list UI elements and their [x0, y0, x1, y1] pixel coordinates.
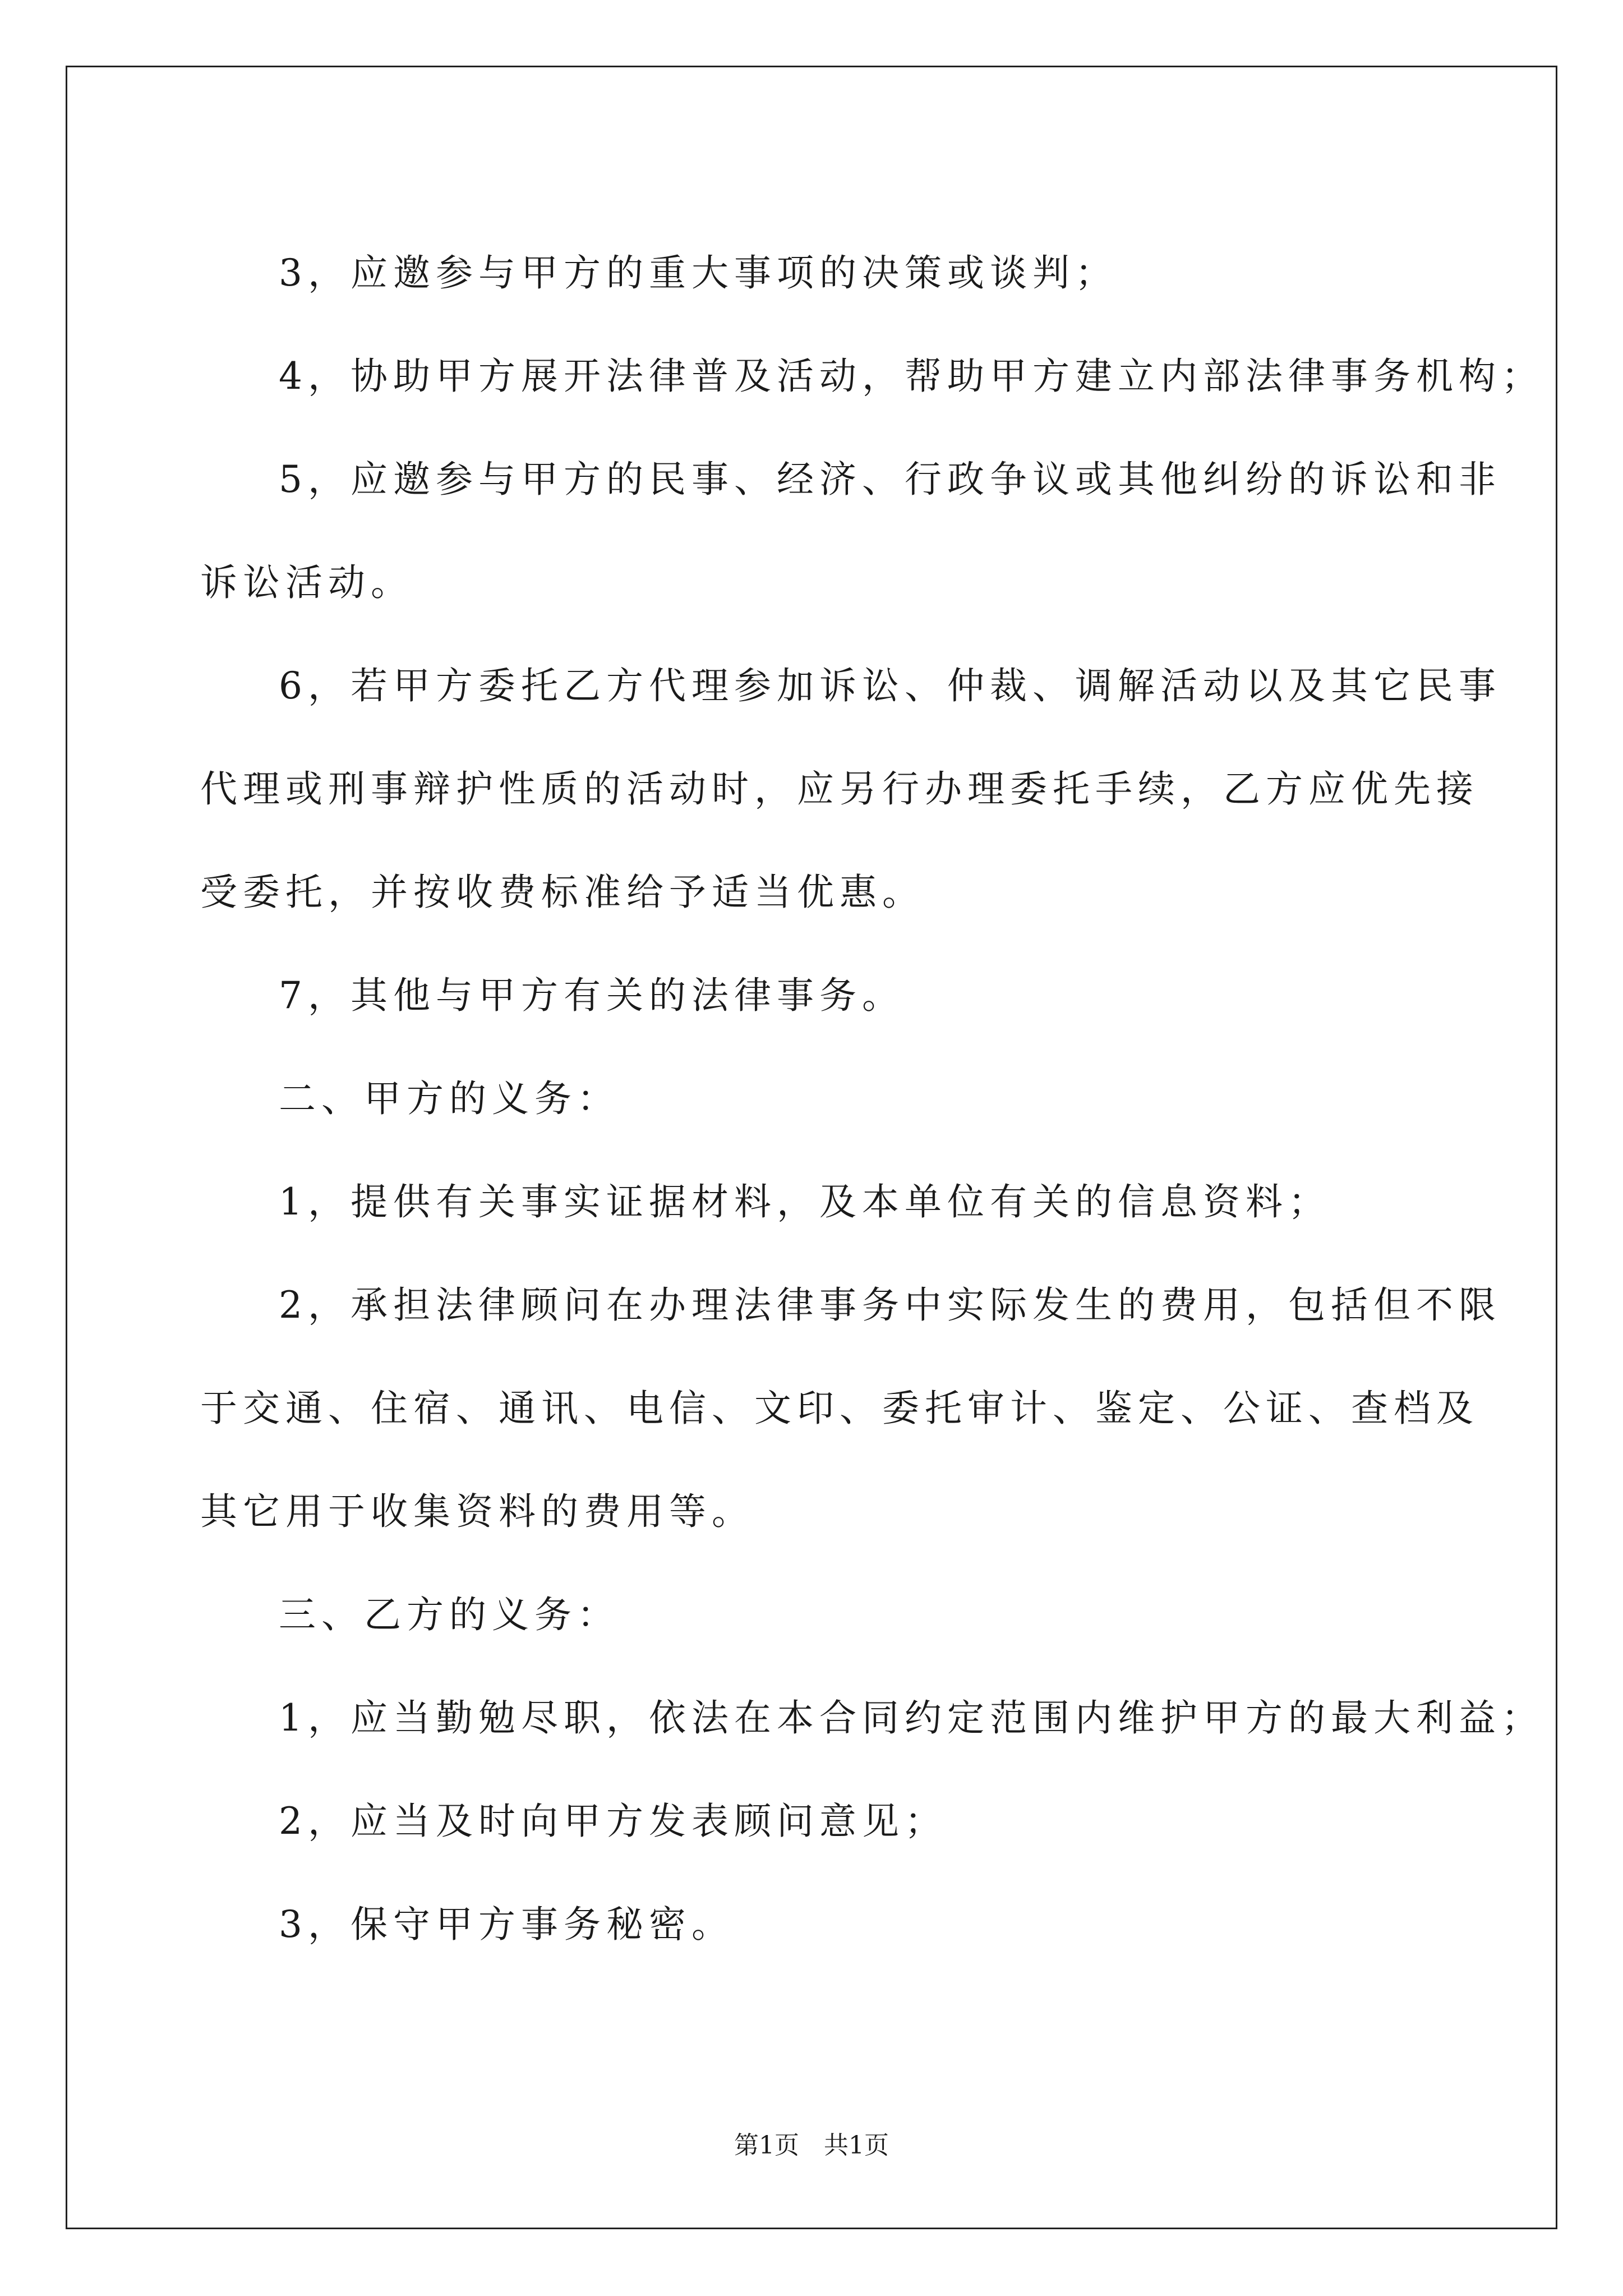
clause-6-line-2: 代理或刑事辩护性质的活动时，应另行办理委托手续，乙方应优先接: [200, 767, 1479, 811]
section-heading-party-a-duties: 二、甲方的义务：: [279, 1077, 620, 1120]
party-b-duty-3-line: 3，保守甲方事务秘密。: [279, 1903, 734, 1946]
clause-6-line-1: 6，若甲方委托乙方代理参加诉讼、仲裁、调解活动以及其它民事: [279, 664, 1501, 707]
clause-5-line-1: 5，应邀参与甲方的民事、经济、行政争议或其他纠纷的诉讼和非: [279, 458, 1501, 501]
party-a-duty-2-line-3: 其它用于收集资料的费用等。: [200, 1490, 754, 1533]
party-b-duty-1-line: 1，应当勤勉尽职，依法在本合同约定范围内维护甲方的最大利益；: [279, 1696, 1544, 1740]
document-body: [200, 222, 1544, 1976]
clause-6-line-3: 受委托，并按收费标准给予适当优惠。: [200, 871, 925, 914]
party-a-duty-2-line-2: 于交通、住宿、通讯、电信、文印、委托审计、鉴定、公证、查档及: [200, 1387, 1479, 1430]
section-heading-party-b-duties: 三、乙方的义务：: [279, 1593, 620, 1636]
page-number-current: 第1页: [734, 2131, 799, 2160]
party-a-duty-1-line: 1，提供有关事实证据材料，及本单位有关的信息资料；: [279, 1180, 1331, 1223]
page-footer: [0, 2129, 1623, 2162]
clause-7-line: 7，其他与甲方有关的法律事务。: [279, 974, 905, 1017]
clause-4-line: 4，协助甲方展开法律普及活动，帮助甲方建立内部法律事务机构；: [279, 355, 1544, 398]
party-b-duty-2-line: 2，应当及时向甲方发表顾问意见；: [279, 1800, 947, 1843]
page-number-total: 共1页: [824, 2131, 889, 2160]
party-a-duty-2-line-1: 2，承担法律顾问在办理法律事务中实际发生的费用，包括但不限: [279, 1283, 1501, 1327]
clause-3-line: 3，应邀参与甲方的重大事项的决策或谈判；: [279, 251, 1118, 295]
clause-5-line-2: 诉讼活动。: [200, 561, 413, 604]
